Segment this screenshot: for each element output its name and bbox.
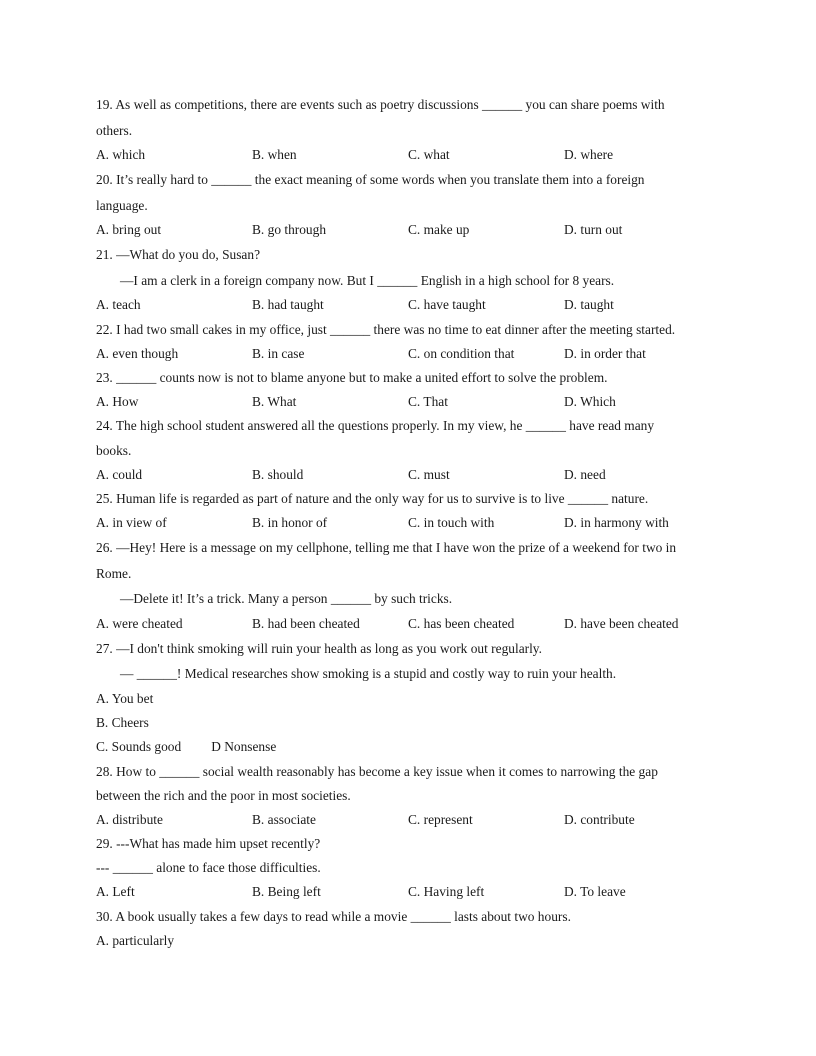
option-a[interactable]: A. even though bbox=[96, 345, 179, 361]
question-text: 28. How to ______ social wealth reasonably has become a key issue when it comes to narrowing the gap bbox=[96, 763, 658, 779]
question-23 bbox=[96, 366, 716, 414]
option-d[interactable]: D. in order that bbox=[564, 345, 646, 361]
question-text: 30. A book usually takes a few days to read while a movie ______ lasts about two hours. bbox=[96, 908, 571, 924]
question-text: Rome. bbox=[96, 565, 132, 581]
question-24 bbox=[96, 414, 716, 487]
option-d[interactable]: D. where bbox=[564, 147, 614, 162]
option-b[interactable]: B. What bbox=[252, 394, 297, 410]
option-c[interactable]: C. in touch with bbox=[408, 515, 495, 531]
options-row bbox=[96, 342, 716, 366]
question-text: 29. ---What has made him upset recently? bbox=[96, 836, 321, 852]
option-d[interactable]: D. have been cheated bbox=[564, 615, 679, 631]
dialogue-reply: —I am a clerk in a foreign company now. But I ______ English in a high school for 8 years. bbox=[120, 272, 615, 288]
option-a[interactable]: A. bring out bbox=[96, 222, 162, 238]
question-text: 19. As well as competitions, there are events such as poetry discussions ______ you can share poems with bbox=[96, 97, 665, 112]
option-d[interactable]: D Nonsense bbox=[211, 739, 277, 755]
question-20 bbox=[96, 167, 716, 242]
exam-page bbox=[96, 92, 716, 953]
question-30 bbox=[96, 905, 716, 953]
question-text: 21. —What do you do, Susan? bbox=[96, 247, 261, 263]
option-c[interactable]: C. what bbox=[408, 147, 450, 162]
option-d[interactable]: D. in harmony with bbox=[564, 515, 669, 531]
options-row bbox=[96, 463, 716, 487]
option-b[interactable]: B. Being left bbox=[252, 884, 321, 900]
options-row bbox=[96, 880, 716, 904]
option-d[interactable]: D. Which bbox=[564, 394, 616, 410]
option-d[interactable]: D. contribute bbox=[564, 811, 635, 827]
option-c[interactable]: C. have taught bbox=[408, 297, 486, 313]
option-b[interactable]: B. in honor of bbox=[252, 515, 328, 531]
question-22 bbox=[96, 318, 716, 366]
option-a[interactable]: A. could bbox=[96, 466, 143, 482]
option-b[interactable]: B. Cheers bbox=[96, 715, 149, 731]
options-row bbox=[96, 511, 716, 535]
option-b[interactable]: B. associate bbox=[252, 811, 316, 827]
option-c[interactable]: C. That bbox=[408, 394, 448, 410]
question-text: 22. I had two small cakes in my office, just ______ there was no time to eat dinner after the meeting started. bbox=[96, 321, 676, 337]
option-b[interactable]: B. should bbox=[252, 466, 304, 482]
option-d[interactable]: D. To leave bbox=[564, 884, 626, 900]
question-text: 24. The high school student answered all the questions properly. In my view, he ______ have read many bbox=[96, 418, 655, 434]
option-c[interactable]: C. Sounds good bbox=[96, 739, 182, 755]
option-c[interactable]: C. make up bbox=[408, 222, 470, 238]
options-row bbox=[96, 293, 716, 317]
options-row bbox=[96, 143, 716, 167]
option-c[interactable]: C. represent bbox=[408, 811, 473, 827]
options-row bbox=[96, 612, 716, 636]
dialogue-reply: — ______! Medical researches show smoking is a stupid and costly way to ruin your health. bbox=[120, 666, 617, 682]
options-row bbox=[96, 390, 716, 414]
question-text: 20. It’s really hard to ______ the exact meaning of some words when you translate them into a foreign bbox=[96, 172, 645, 188]
option-d[interactable]: D. taught bbox=[564, 297, 614, 313]
question-text: 26. —Hey! Here is a message on my cellphone, telling me that I have won the prize of a weekend for two in bbox=[96, 540, 677, 556]
question-text: 23. ______ counts now is not to blame anyone but to make a united effort to solve the problem. bbox=[96, 369, 608, 385]
question-29 bbox=[96, 832, 716, 905]
option-b[interactable]: B. when bbox=[252, 147, 297, 162]
question-27 bbox=[96, 636, 716, 760]
option-a[interactable]: A. were cheated bbox=[96, 615, 183, 631]
question-text: 25. Human life is regarded as part of nature and the only way for us to survive is to live ______ nature. bbox=[96, 490, 649, 506]
option-a[interactable]: A. particularly bbox=[96, 932, 175, 948]
question-26 bbox=[96, 535, 716, 636]
option-a[interactable]: A. distribute bbox=[96, 811, 163, 827]
question-text: language. bbox=[96, 197, 148, 213]
question-text: --- ______ alone to face those difficulties. bbox=[96, 860, 321, 876]
question-21 bbox=[96, 242, 716, 317]
question-text: others. bbox=[96, 122, 133, 138]
option-b[interactable]: B. had been cheated bbox=[252, 615, 360, 631]
dialogue-reply: —Delete it! It’s a trick. Many a person ______ by such tricks. bbox=[120, 591, 453, 607]
option-c[interactable]: C. has been cheated bbox=[408, 615, 515, 631]
option-a[interactable]: A. which bbox=[96, 147, 146, 162]
question-text: books. bbox=[96, 442, 132, 458]
question-text: 27. —I don't think smoking will ruin your health as long as you work out regularly. bbox=[96, 640, 542, 656]
option-a[interactable]: A. in view of bbox=[96, 515, 167, 531]
option-c[interactable]: C. must bbox=[408, 466, 450, 482]
option-a[interactable]: A. teach bbox=[96, 297, 141, 313]
option-b[interactable]: B. had taught bbox=[252, 297, 324, 313]
question-19 bbox=[96, 92, 716, 167]
option-a[interactable]: A. Left bbox=[96, 884, 135, 900]
option-d[interactable]: D. turn out bbox=[564, 222, 623, 238]
option-c[interactable]: C. on condition that bbox=[408, 345, 515, 361]
question-28 bbox=[96, 760, 716, 833]
option-b[interactable]: B. in case bbox=[252, 345, 305, 361]
options-row bbox=[96, 735, 716, 759]
option-b[interactable]: B. go through bbox=[252, 222, 327, 238]
question-25 bbox=[96, 487, 716, 535]
option-a[interactable]: A. How bbox=[96, 394, 139, 410]
question-text: between the rich and the poor in most societies. bbox=[96, 787, 351, 803]
option-d[interactable]: D. need bbox=[564, 466, 606, 482]
options-row bbox=[96, 808, 716, 832]
options-row bbox=[96, 218, 716, 242]
option-c[interactable]: C. Having left bbox=[408, 884, 485, 900]
option-a[interactable]: A. You bet bbox=[96, 690, 154, 706]
